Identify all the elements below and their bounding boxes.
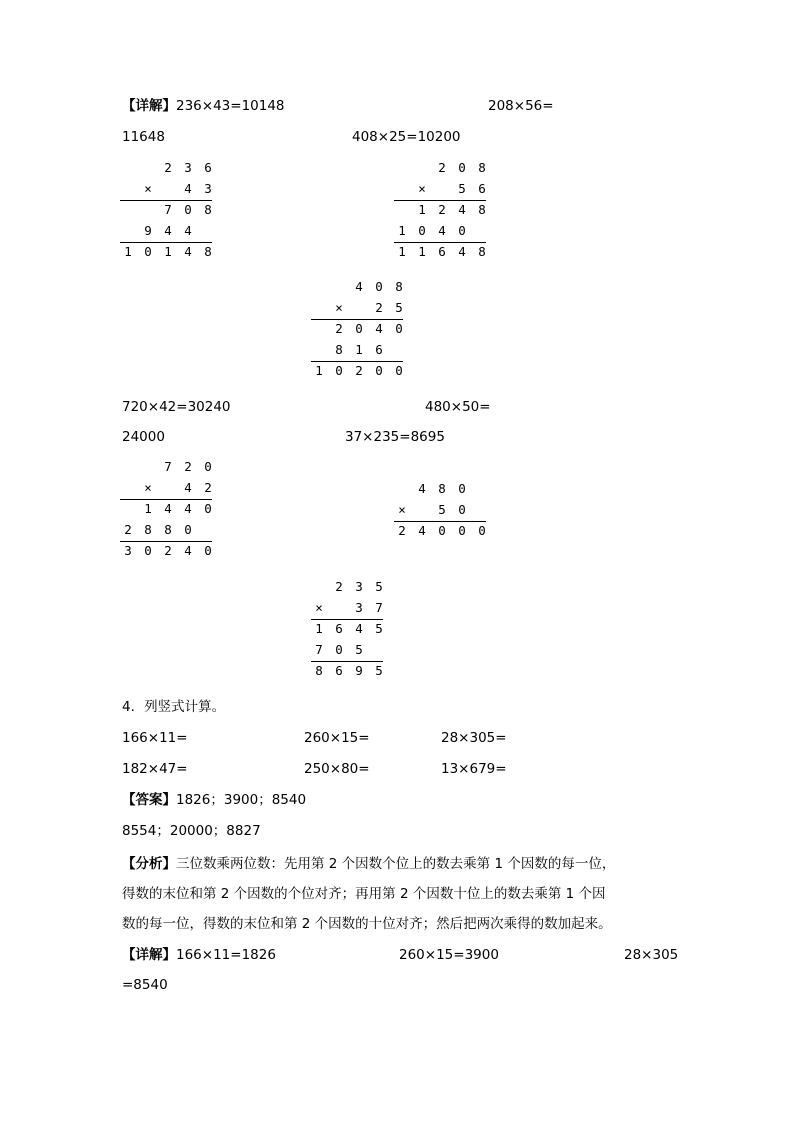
- problem-item: 13×679=: [441, 761, 507, 777]
- digit: 6: [478, 181, 486, 196]
- digit: 4: [184, 480, 192, 495]
- digit: 0: [438, 523, 446, 538]
- analysis-line: [122, 855, 615, 873]
- digit: 4: [184, 244, 192, 259]
- digit: 8: [204, 202, 212, 217]
- problem-item: 260×15=: [304, 730, 370, 746]
- digit: 0: [335, 363, 343, 378]
- digit: 0: [204, 543, 212, 558]
- analysis-text: 得数的末位和第 2 个因数的个位对齐；再用第 2 个因数十位上的数去乘第 1 个因: [122, 886, 606, 902]
- equation: 720×42=30240: [122, 399, 231, 415]
- answer-line: [122, 791, 306, 809]
- digit: 4: [164, 223, 172, 238]
- detail-line: [122, 97, 285, 115]
- vertical-calc-208x56: [392, 158, 492, 263]
- digit: 6: [335, 621, 343, 636]
- digit: 8: [164, 522, 172, 537]
- digit: 2: [124, 522, 132, 537]
- digit: 8: [478, 202, 486, 217]
- equation: 408×25=10200: [352, 129, 461, 145]
- answer-label: 【答案】: [122, 792, 176, 808]
- digit: 1: [124, 244, 132, 259]
- problem-item: 166×11=: [122, 730, 188, 746]
- answer-values: 1826；3900；8540: [176, 792, 307, 808]
- analysis-text: 三位数乘两位数：先用第 2 个因数个位上的数去乘第 1 个因数的每一位，: [176, 856, 616, 872]
- digit: 6: [375, 342, 383, 357]
- digit: 8: [395, 279, 403, 294]
- equation: 28×305: [624, 947, 679, 963]
- digit: 2: [438, 160, 446, 175]
- digit: 3: [184, 160, 192, 175]
- digit: 2: [438, 202, 446, 217]
- digit: 5: [395, 300, 403, 315]
- digit: 1: [398, 244, 406, 259]
- digit: 4: [355, 279, 363, 294]
- digit: 0: [458, 481, 466, 496]
- digit: 0: [395, 363, 403, 378]
- digit: 6: [335, 663, 343, 678]
- digit: 8: [438, 481, 446, 496]
- digit: 4: [418, 523, 426, 538]
- digit: 6: [204, 160, 212, 175]
- digit: 0: [204, 459, 212, 474]
- digit: 1: [144, 501, 152, 516]
- times-sign: ×: [398, 502, 406, 517]
- digit: 1: [315, 621, 323, 636]
- vertical-calc-720x42: [118, 457, 218, 562]
- detail-line: [122, 946, 276, 964]
- digit: 2: [398, 523, 406, 538]
- digit: 3: [124, 543, 132, 558]
- problem-item: 250×80=: [304, 761, 370, 777]
- digit: 3: [355, 579, 363, 594]
- equation-result: 24000: [122, 429, 165, 445]
- digit: 2: [164, 160, 172, 175]
- digit: 4: [355, 621, 363, 636]
- digit: 8: [478, 160, 486, 175]
- digit: 4: [184, 501, 192, 516]
- digit: 0: [144, 543, 152, 558]
- digit: 7: [375, 600, 383, 615]
- digit: 1: [355, 342, 363, 357]
- vertical-calc-235x37: [309, 577, 394, 682]
- times-sign: ×: [315, 600, 323, 615]
- digit: 5: [438, 502, 446, 517]
- digit: 7: [164, 202, 172, 217]
- digit: 0: [375, 279, 383, 294]
- digit: 4: [418, 481, 426, 496]
- detail-label: 【详解】: [122, 947, 176, 963]
- digit: 9: [144, 223, 152, 238]
- digit: 1: [398, 223, 406, 238]
- digit: 8: [204, 244, 212, 259]
- digit: 4: [458, 244, 466, 259]
- analysis-text: 数的每一位，得数的末位和第 2 个因数的十位对齐；然后把两次乘得的数加起来。: [122, 916, 612, 932]
- digit: 0: [478, 523, 486, 538]
- digit: 0: [144, 244, 152, 259]
- digit: 7: [315, 642, 323, 657]
- digit: 2: [375, 300, 383, 315]
- digit: 1: [418, 202, 426, 217]
- digit: 2: [355, 363, 363, 378]
- times-sign: ×: [418, 181, 426, 196]
- equation: 480×50=: [425, 399, 491, 415]
- digit: 8: [144, 522, 152, 537]
- digit: 2: [204, 480, 212, 495]
- equation: 166×11=1826: [176, 947, 276, 963]
- equation: 260×15=3900: [399, 947, 499, 963]
- digit: 6: [438, 244, 446, 259]
- digit: 8: [335, 342, 343, 357]
- vertical-calc-236x43: [118, 158, 218, 263]
- times-sign: ×: [144, 480, 152, 495]
- detail-label: 【详解】: [122, 98, 176, 114]
- digit: 1: [418, 244, 426, 259]
- equation: 208×56=: [488, 98, 554, 114]
- digit: 5: [375, 663, 383, 678]
- digit: 5: [375, 579, 383, 594]
- digit: 0: [184, 522, 192, 537]
- vertical-calc-408x25: [309, 277, 409, 382]
- digit: 5: [458, 181, 466, 196]
- times-sign: ×: [335, 300, 343, 315]
- equation-result: 11648: [122, 129, 165, 145]
- digit: 3: [204, 181, 212, 196]
- digit: 8: [478, 244, 486, 259]
- digit: 0: [375, 363, 383, 378]
- digit: 2: [335, 321, 343, 336]
- digit: 0: [395, 321, 403, 336]
- digit: 5: [355, 642, 363, 657]
- digit: 9: [355, 663, 363, 678]
- problem-item: 182×47=: [122, 761, 188, 777]
- digit: 0: [355, 321, 363, 336]
- digit: 0: [458, 160, 466, 175]
- question-title: 4．列竖式计算。: [122, 699, 226, 715]
- digit: 2: [164, 543, 172, 558]
- equation: 236×43=10148: [176, 98, 285, 114]
- digit: 0: [458, 523, 466, 538]
- digit: 4: [458, 202, 466, 217]
- digit: 7: [164, 459, 172, 474]
- digit: 4: [184, 223, 192, 238]
- equation: 37×235=8695: [345, 429, 445, 445]
- digit: 0: [458, 502, 466, 517]
- digit: 4: [164, 501, 172, 516]
- digit: 4: [184, 181, 192, 196]
- digit: 0: [204, 501, 212, 516]
- digit: 0: [335, 642, 343, 657]
- digit: 0: [184, 202, 192, 217]
- answer-values: 8554；20000；8827: [122, 823, 261, 839]
- digit: 8: [315, 663, 323, 678]
- digit: 4: [438, 223, 446, 238]
- digit: 2: [184, 459, 192, 474]
- digit: 0: [458, 223, 466, 238]
- digit: 1: [164, 244, 172, 259]
- digit: 1: [315, 363, 323, 378]
- digit: 0: [418, 223, 426, 238]
- digit: 3: [355, 600, 363, 615]
- analysis-label: 【分析】: [122, 856, 176, 872]
- times-sign: ×: [144, 181, 152, 196]
- equation-result: =8540: [122, 977, 168, 993]
- digit: 4: [184, 543, 192, 558]
- digit: 2: [335, 579, 343, 594]
- problem-item: 28×305=: [441, 730, 507, 746]
- digit: 4: [375, 321, 383, 336]
- vertical-calc-480x50: [392, 479, 492, 542]
- digit: 5: [375, 621, 383, 636]
